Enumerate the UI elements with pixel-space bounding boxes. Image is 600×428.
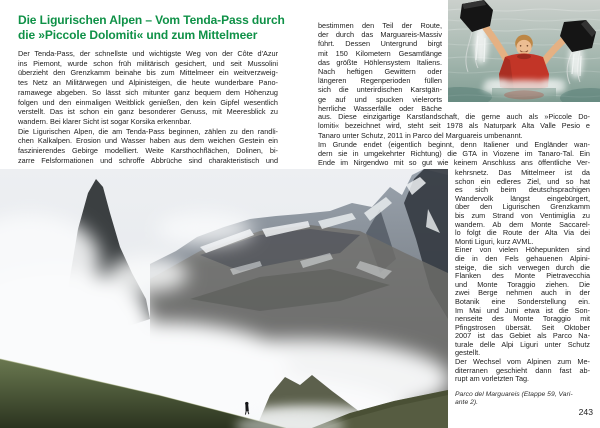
text-line: Botanik eine Sonderstellung ein.	[455, 296, 590, 306]
text-line: führt. Dessen Untergrund birgt	[318, 39, 442, 49]
text-line: lomiti« bezeichnet wird, steht seit 1978 als Naturpark Alta Valle Pesio e	[318, 121, 590, 131]
mountain-photo	[0, 169, 448, 428]
text-line: dern sie in umgekehrter Richtung) die GTA in Viozene im Tanaro-Tal. Ein	[318, 149, 590, 159]
text-line: Die Ligurischen Alpen, die am Tenda-Pass beginnen, zählen zu den randli-	[18, 126, 278, 136]
photo-caption: Parco del Marguareis (Etappe 59, Vari- ante 2).	[455, 391, 573, 407]
text-line: die in den Fels gehauenen Alpini-	[455, 253, 590, 263]
text-line: überzieht den Grenzkamm beinahe bis zum Mittelmeer ein weitverzweig-	[18, 68, 278, 78]
text-line: Wandervolk längst eingebürgert,	[455, 193, 590, 203]
text-line: zarre Felsformationen und schroffe Abbrüche sind charakteristisch und	[18, 155, 278, 165]
text-line: aus. Diese einzigartige Karstlandschaft, die gerne auch als »Piccole Do-	[318, 112, 590, 121]
text-line: Im Mai und Juni etwa ist die Son-	[455, 305, 590, 315]
text-line: turale delle Alpi Liguri unter Schutz	[455, 339, 590, 349]
text-line: Der Wechsel vom Alpinen zum Me-	[455, 357, 590, 367]
text-line: Flanken des Monte Pietravecchia	[455, 271, 590, 281]
text-line: bis zum Strand von Ventimiglia zu	[455, 210, 590, 220]
text-line: schon ein edleres Ziel, und so hat	[455, 176, 590, 186]
page-number: 243	[578, 407, 593, 417]
text-line: gestellt.	[455, 348, 481, 358]
text-line: rupt am vorletzten Tag.	[455, 374, 530, 384]
text-line: lo folgt die Route der Alta Via dei	[455, 228, 590, 238]
right-column-text-top	[318, 21, 442, 113]
text-line: ge auf und spucken vielerorts	[318, 94, 442, 104]
text-line: ramawege abgeben. So lässt sich mitunter ganz bequem dem Höhenzug	[18, 87, 278, 97]
text-line: Nach heftigen Gewittern oder	[318, 67, 442, 77]
text-line: sich die unterirdischen Karstgän-	[318, 85, 442, 95]
text-line: Pfingstrosen übersät. Seit Oktober	[455, 322, 590, 332]
text-line: tes Netz an Militärwegen und Alpinisteigen, die heute wunderbare Pano-	[18, 78, 278, 88]
text-line: Einer von vielen Höhepunkten sind	[455, 245, 590, 255]
text-line: folgen und den einmaligen Weitblick genießen, den kein Gipfel wesentlich	[18, 97, 278, 107]
page-title: Die Ligurischen Alpen – Vom Tenda-Pass durch die »Piccole Dolomiti« und zum Mittelmeer	[18, 13, 285, 42]
text-line: es sich beim deutschsprachigen	[455, 185, 590, 195]
text-line: längeren Regenperioden füllen	[318, 76, 442, 86]
text-line: nenseite des Monte Toraggio mit	[455, 314, 590, 324]
left-column-text	[18, 49, 278, 165]
text-line: Der Tenda-Pass, der schnellste und wichtigste Weg von der Côte d'Azur	[18, 49, 278, 58]
text-line: 2007 ist das Gebiet als Parco Na-	[455, 331, 590, 341]
text-line: über den Ligurischen Grenzkamm	[455, 202, 590, 212]
text-line: wandern. Ab dem Monte Saccarel-	[455, 219, 590, 229]
text-line: zwei Berge nehmen auch in der	[455, 288, 590, 298]
text-line: chen Kalkalpen. Erosion und Wasser haben aus dem weichen Gestein ein	[18, 136, 278, 146]
text-line: verstellt. Das ist schon ein ganz besonderer Genuss, mit Meeresblick zu	[18, 107, 278, 117]
text-line: der durch das Marguareis-Massiv	[318, 30, 442, 40]
swimmer-photo	[448, 0, 600, 102]
text-line: und Monte Toraggio ziehen. Die	[455, 279, 590, 289]
text-line: steige, die sich verwegen durch die	[455, 262, 590, 272]
right-column-text-middle	[318, 112, 590, 168]
red-reflection	[504, 91, 544, 100]
text-line: Tanaro unter Schutz, 2011 in Parco del Marguareis umbenannt.	[318, 130, 523, 140]
text-line: herrliche Wasserfälle oder Bäche	[318, 103, 442, 113]
text-line: bestimmen den Teil der Route,	[318, 21, 442, 30]
text-line: faszinierendes Gebirge modelliert. Weite Karsthochflächen, Dolinen, bi-	[18, 146, 278, 156]
text-line: Im Grunde endet (eigentlich beginnt, denn Italiener und Engländer wan-	[318, 139, 590, 149]
text-line: wandern. Bei klarer Sicht ist sogar Korsika erkennbar.	[18, 116, 192, 126]
text-line: mit 150 Kilometern Gesamtlänge	[318, 48, 442, 58]
text-line: Monti Liguri, kurz AVML.	[455, 236, 534, 246]
text-line: kehrsnetz. Das Mittelmeer ist da	[455, 168, 590, 177]
text-line: ins Piemont, wurde schon früh militärisch gesichert, und seit Mussolini	[18, 58, 278, 68]
text-line: Ende im Nirgendwo mit so gut wie keinem Anschluss ans öffentliche Ver-	[318, 158, 590, 168]
text-line: das größte Höhlensystem Italiens.	[318, 57, 442, 67]
right-column-text-bottom	[455, 169, 590, 384]
text-line: diterranen geschieht dann fast ab-	[455, 365, 590, 375]
